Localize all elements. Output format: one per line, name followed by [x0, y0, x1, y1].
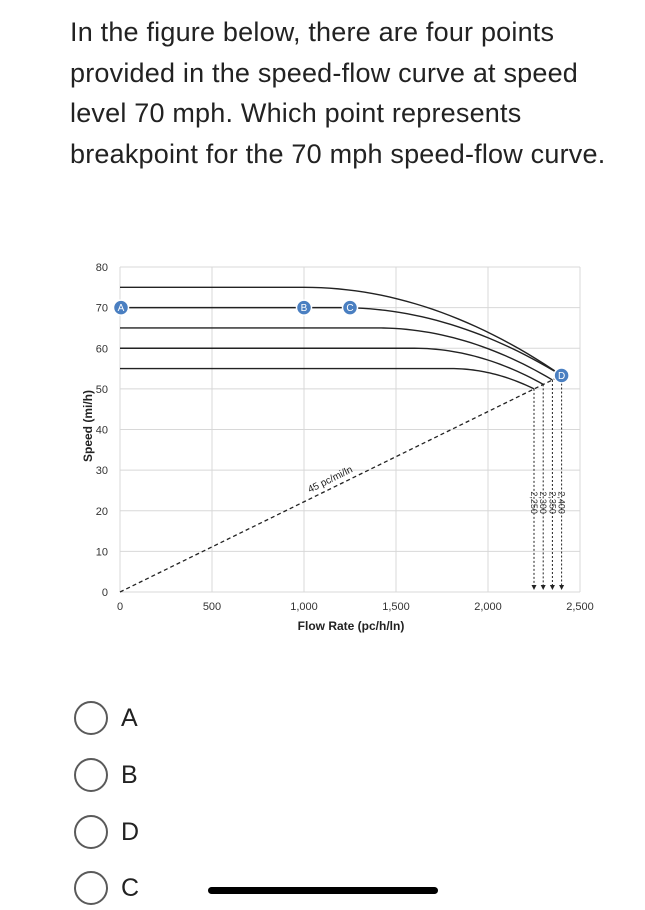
speed-flow-curve — [120, 369, 534, 389]
y-tick-label: 0 — [101, 587, 108, 599]
option-b-label: B — [121, 760, 138, 789]
option-a[interactable] — [74, 701, 138, 735]
x-tick-label: 1,500 — [382, 601, 410, 613]
point-c-label: C — [346, 303, 354, 315]
capacity-label: 2,300 — [538, 491, 549, 514]
option-a-label: A — [121, 703, 138, 732]
chart-curves — [117, 287, 567, 592]
y-tick-label: 50 — [95, 383, 108, 396]
option-b-radio[interactable] — [74, 758, 108, 792]
x-tick-label: 2,000 — [474, 601, 502, 613]
point-d-label: D — [557, 370, 566, 382]
capacity-arrow — [550, 585, 555, 590]
chart-points — [114, 300, 570, 383]
home-indicator — [208, 887, 438, 894]
option-a-radio[interactable] — [74, 701, 108, 735]
x-axis-label: Flow Rate (pc/h/ln) — [297, 619, 405, 633]
x-tick-label: 2,500 — [566, 601, 594, 613]
y-axis-label: Speed (mi/h) — [81, 389, 95, 463]
capacity-arrow — [541, 585, 546, 590]
option-d-label: D — [121, 817, 140, 846]
speed-flow-curve — [120, 308, 562, 376]
x-tick-label: 1,000 — [290, 601, 318, 613]
y-tick-label: 80 — [95, 262, 108, 274]
density-line — [120, 375, 562, 592]
point-b-label: B — [300, 303, 308, 315]
option-d-radio[interactable] — [74, 815, 108, 849]
capacity-label: 2,250 — [529, 491, 539, 514]
chart-axes — [96, 262, 594, 613]
x-tick-label: 500 — [202, 601, 222, 613]
speed-flow-chart — [0, 240, 645, 640]
y-tick-label: 70 — [95, 302, 108, 315]
x-tick-label: 0 — [116, 601, 124, 613]
option-c-radio[interactable] — [74, 871, 108, 905]
capacity-label: 2,350 — [547, 491, 558, 514]
question-text: In the figure below, there are four points provided in the speed-flow curve at speed level 70 mph. Which point represents breakpoint for the 70 mph speed-flow curve. — [70, 17, 606, 169]
y-tick-label: 60 — [95, 343, 108, 356]
option-b[interactable] — [74, 758, 138, 792]
option-d[interactable] — [74, 815, 139, 849]
y-tick-label: 10 — [95, 546, 108, 559]
density-line-label: 45 pc/mi/ln — [306, 464, 355, 496]
speed-flow-curve — [120, 348, 543, 384]
capacity-arrow — [559, 585, 564, 590]
capacity-label: 2,400 — [556, 491, 567, 514]
y-tick-label: 30 — [95, 465, 108, 478]
point-a-label: A — [117, 303, 125, 315]
option-c[interactable] — [74, 871, 139, 905]
y-tick-label: 40 — [95, 424, 108, 437]
capacity-arrow — [532, 585, 537, 590]
option-c-label: C — [121, 873, 140, 902]
y-tick-label: 20 — [95, 505, 108, 518]
